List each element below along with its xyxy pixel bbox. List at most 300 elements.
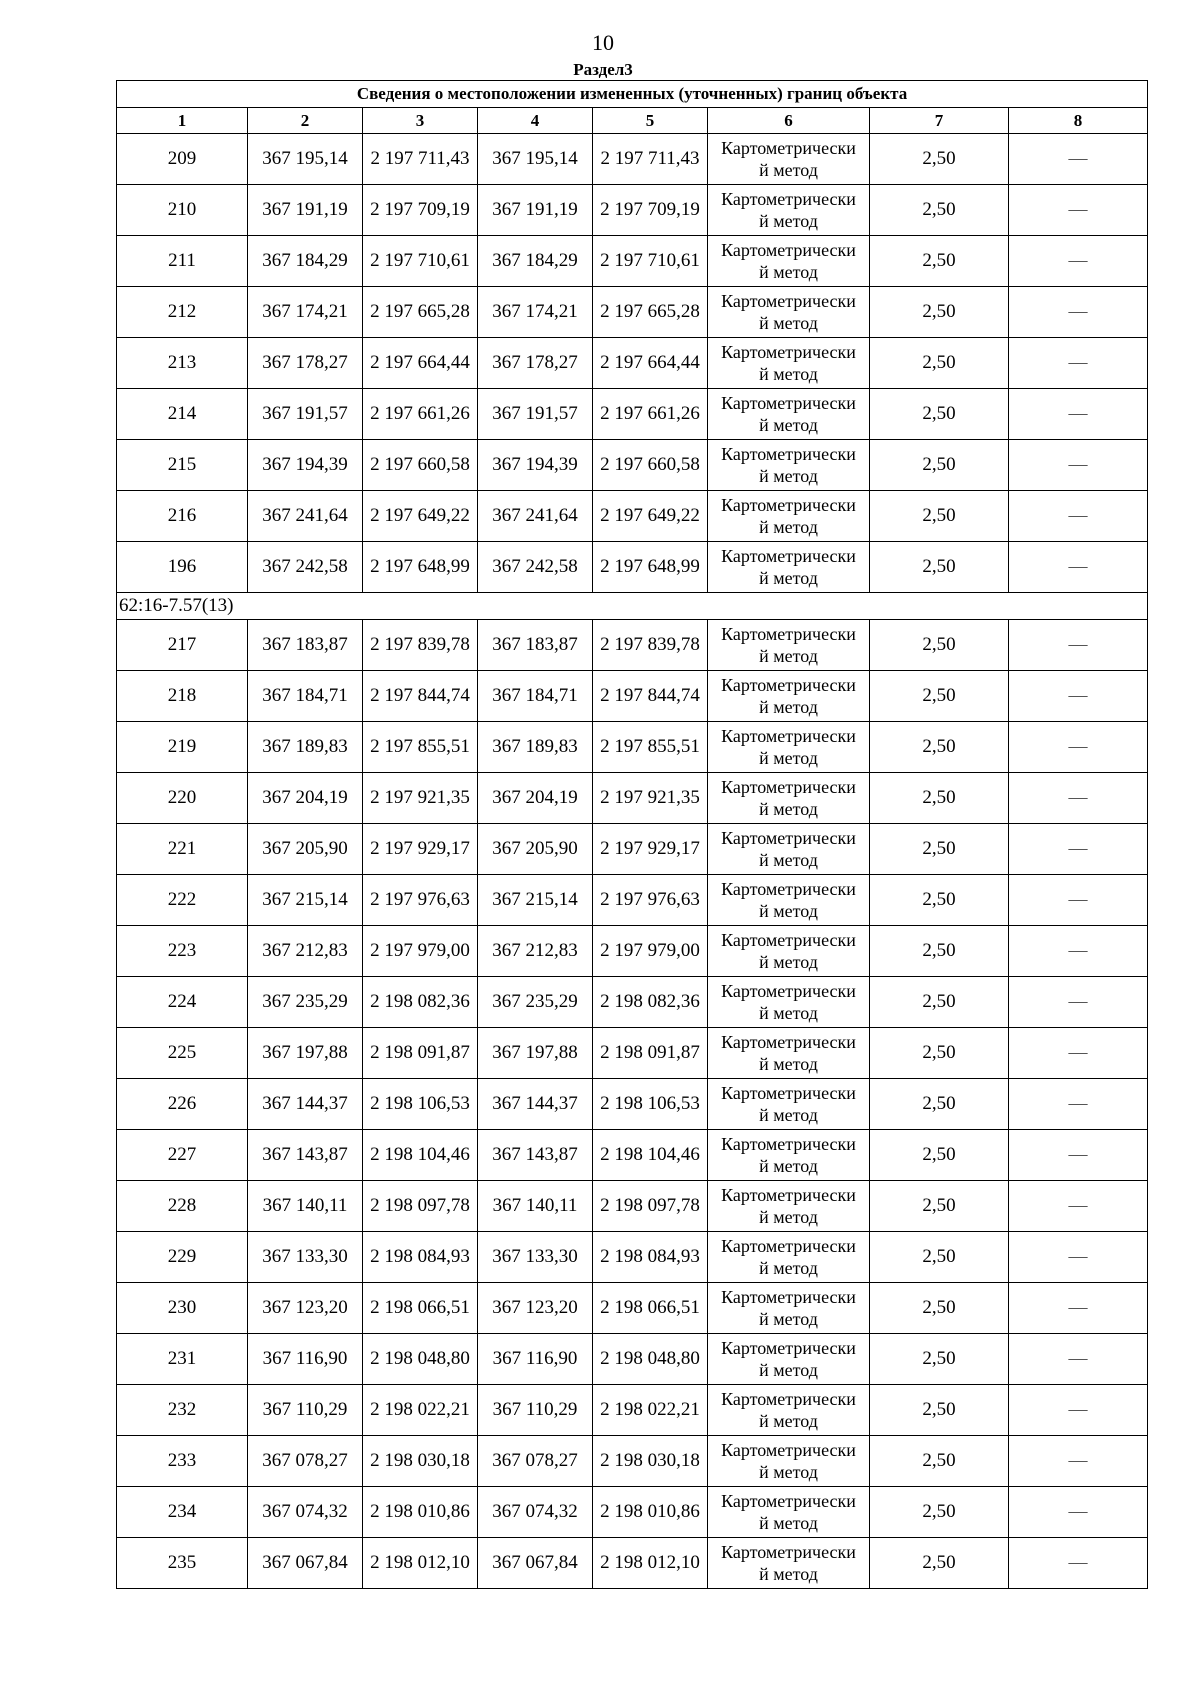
y-new-cell: 2 197 855,51 bbox=[593, 722, 708, 773]
accuracy-cell: 2,50 bbox=[870, 389, 1009, 440]
point-number-cell: 214 bbox=[117, 389, 248, 440]
accuracy-cell: 2,50 bbox=[870, 491, 1009, 542]
x-new-cell: 367 241,64 bbox=[478, 491, 593, 542]
group-label: 62:16-7.57(13) bbox=[117, 593, 1148, 620]
method-text-line1: Картометрически bbox=[721, 444, 856, 464]
table-row bbox=[117, 773, 1148, 824]
method-text-line2: й метод bbox=[759, 1054, 818, 1074]
x-new-cell: 367 184,71 bbox=[478, 671, 593, 722]
y-new-cell: 2 197 661,26 bbox=[593, 389, 708, 440]
accuracy-cell: 2,50 bbox=[870, 722, 1009, 773]
x-existing-cell: 367 191,57 bbox=[248, 389, 363, 440]
method-cell bbox=[708, 722, 870, 773]
y-existing-cell: 2 197 710,61 bbox=[363, 236, 478, 287]
table-row bbox=[117, 287, 1148, 338]
accuracy-cell: 2,50 bbox=[870, 338, 1009, 389]
column-number: 1 bbox=[117, 108, 248, 134]
y-new-cell: 2 198 010,86 bbox=[593, 1487, 708, 1538]
x-new-cell: 367 215,14 bbox=[478, 875, 593, 926]
point-number-cell: 196 bbox=[117, 542, 248, 593]
y-new-cell: 2 197 710,61 bbox=[593, 236, 708, 287]
table-row bbox=[117, 1130, 1148, 1181]
description-cell: — bbox=[1009, 773, 1148, 824]
method-cell bbox=[708, 1487, 870, 1538]
method-cell bbox=[708, 1283, 870, 1334]
description-cell: — bbox=[1009, 236, 1148, 287]
y-existing-cell: 2 197 660,58 bbox=[363, 440, 478, 491]
method-text-line1: Картометрически bbox=[721, 828, 856, 848]
x-existing-cell: 367 197,88 bbox=[248, 1028, 363, 1079]
y-new-cell: 2 198 097,78 bbox=[593, 1181, 708, 1232]
description-cell: — bbox=[1009, 185, 1148, 236]
x-existing-cell: 367 191,19 bbox=[248, 185, 363, 236]
method-text-line2: й метод bbox=[759, 1258, 818, 1278]
accuracy-cell: 2,50 bbox=[870, 1028, 1009, 1079]
method-text-line2: й метод bbox=[759, 748, 818, 768]
y-existing-cell: 2 197 709,19 bbox=[363, 185, 478, 236]
point-number-cell: 213 bbox=[117, 338, 248, 389]
x-new-cell: 367 116,90 bbox=[478, 1334, 593, 1385]
y-new-cell: 2 197 839,78 bbox=[593, 620, 708, 671]
method-text-line2: й метод bbox=[759, 568, 818, 588]
table-body bbox=[117, 134, 1148, 1589]
description-cell: — bbox=[1009, 287, 1148, 338]
point-number-cell: 220 bbox=[117, 773, 248, 824]
x-existing-cell: 367 242,58 bbox=[248, 542, 363, 593]
y-new-cell: 2 198 066,51 bbox=[593, 1283, 708, 1334]
method-text-line2: й метод bbox=[759, 850, 818, 870]
x-new-cell: 367 191,19 bbox=[478, 185, 593, 236]
description-cell: — bbox=[1009, 440, 1148, 491]
y-existing-cell: 2 197 661,26 bbox=[363, 389, 478, 440]
table-row bbox=[117, 722, 1148, 773]
method-cell bbox=[708, 1232, 870, 1283]
method-cell bbox=[708, 185, 870, 236]
x-existing-cell: 367 140,11 bbox=[248, 1181, 363, 1232]
point-number-cell: 222 bbox=[117, 875, 248, 926]
description-cell: — bbox=[1009, 134, 1148, 185]
method-cell bbox=[708, 440, 870, 491]
y-new-cell: 2 198 084,93 bbox=[593, 1232, 708, 1283]
method-text-line2: й метод bbox=[759, 1411, 818, 1431]
method-cell bbox=[708, 926, 870, 977]
x-new-cell: 367 144,37 bbox=[478, 1079, 593, 1130]
method-cell bbox=[708, 1130, 870, 1181]
method-cell bbox=[708, 1436, 870, 1487]
x-new-cell: 367 204,19 bbox=[478, 773, 593, 824]
method-text-line1: Картометрически bbox=[721, 1185, 856, 1205]
method-text-line2: й метод bbox=[759, 211, 818, 231]
y-new-cell: 2 198 091,87 bbox=[593, 1028, 708, 1079]
method-text-line1: Картометрически bbox=[721, 189, 856, 209]
y-existing-cell: 2 198 048,80 bbox=[363, 1334, 478, 1385]
x-new-cell: 367 140,11 bbox=[478, 1181, 593, 1232]
table-row bbox=[117, 1283, 1148, 1334]
method-text-line1: Картометрически bbox=[721, 930, 856, 950]
point-number-cell: 223 bbox=[117, 926, 248, 977]
point-number-cell: 211 bbox=[117, 236, 248, 287]
point-number-cell: 234 bbox=[117, 1487, 248, 1538]
x-existing-cell: 367 183,87 bbox=[248, 620, 363, 671]
x-new-cell: 367 205,90 bbox=[478, 824, 593, 875]
x-new-cell: 367 212,83 bbox=[478, 926, 593, 977]
accuracy-cell: 2,50 bbox=[870, 620, 1009, 671]
column-number: 5 bbox=[593, 108, 708, 134]
point-number-cell: 233 bbox=[117, 1436, 248, 1487]
description-cell: — bbox=[1009, 977, 1148, 1028]
y-existing-cell: 2 197 839,78 bbox=[363, 620, 478, 671]
accuracy-cell: 2,50 bbox=[870, 134, 1009, 185]
point-number-cell: 227 bbox=[117, 1130, 248, 1181]
x-existing-cell: 367 110,29 bbox=[248, 1385, 363, 1436]
column-number: 4 bbox=[478, 108, 593, 134]
description-cell: — bbox=[1009, 1385, 1148, 1436]
x-existing-cell: 367 143,87 bbox=[248, 1130, 363, 1181]
table-row bbox=[117, 875, 1148, 926]
boundary-coordinates-table bbox=[116, 80, 1148, 1589]
y-existing-cell: 2 197 929,17 bbox=[363, 824, 478, 875]
description-cell: — bbox=[1009, 338, 1148, 389]
method-cell bbox=[708, 824, 870, 875]
method-text-line2: й метод bbox=[759, 313, 818, 333]
table-row bbox=[117, 1079, 1148, 1130]
method-cell bbox=[708, 1028, 870, 1079]
x-new-cell: 367 133,30 bbox=[478, 1232, 593, 1283]
point-number-cell: 209 bbox=[117, 134, 248, 185]
method-cell bbox=[708, 287, 870, 338]
x-existing-cell: 367 123,20 bbox=[248, 1283, 363, 1334]
y-new-cell: 2 197 709,19 bbox=[593, 185, 708, 236]
method-cell bbox=[708, 1334, 870, 1385]
column-number: 3 bbox=[363, 108, 478, 134]
method-text-line2: й метод bbox=[759, 901, 818, 921]
y-new-cell: 2 198 048,80 bbox=[593, 1334, 708, 1385]
method-text-line1: Картометрически bbox=[721, 393, 856, 413]
table-caption: Сведения о местоположении измененных (уточненных) границ объекта bbox=[117, 81, 1148, 108]
description-cell: — bbox=[1009, 1436, 1148, 1487]
x-existing-cell: 367 235,29 bbox=[248, 977, 363, 1028]
method-text-line1: Картометрически bbox=[721, 1440, 856, 1460]
description-cell: — bbox=[1009, 1130, 1148, 1181]
description-cell: — bbox=[1009, 542, 1148, 593]
method-text-line1: Картометрически bbox=[721, 879, 856, 899]
description-cell: — bbox=[1009, 389, 1148, 440]
y-new-cell: 2 197 648,99 bbox=[593, 542, 708, 593]
y-new-cell: 2 198 030,18 bbox=[593, 1436, 708, 1487]
method-text-line2: й метод bbox=[759, 1105, 818, 1125]
accuracy-cell: 2,50 bbox=[870, 236, 1009, 287]
x-new-cell: 367 067,84 bbox=[478, 1538, 593, 1589]
method-text-line1: Картометрически bbox=[721, 138, 856, 158]
x-new-cell: 367 178,27 bbox=[478, 338, 593, 389]
description-cell: — bbox=[1009, 1028, 1148, 1079]
point-number-cell: 225 bbox=[117, 1028, 248, 1079]
method-cell bbox=[708, 620, 870, 671]
y-new-cell: 2 197 665,28 bbox=[593, 287, 708, 338]
method-text-line2: й метод bbox=[759, 697, 818, 717]
method-text-line2: й метод bbox=[759, 1207, 818, 1227]
method-text-line2: й метод bbox=[759, 160, 818, 180]
method-cell bbox=[708, 134, 870, 185]
table-row bbox=[117, 542, 1148, 593]
table-row bbox=[117, 236, 1148, 287]
point-number-cell: 235 bbox=[117, 1538, 248, 1589]
accuracy-cell: 2,50 bbox=[870, 926, 1009, 977]
point-number-cell: 224 bbox=[117, 977, 248, 1028]
y-existing-cell: 2 198 082,36 bbox=[363, 977, 478, 1028]
method-cell bbox=[708, 1538, 870, 1589]
method-text-line2: й метод bbox=[759, 262, 818, 282]
y-new-cell: 2 198 012,10 bbox=[593, 1538, 708, 1589]
description-cell: — bbox=[1009, 824, 1148, 875]
y-new-cell: 2 197 921,35 bbox=[593, 773, 708, 824]
method-text-line1: Картометрически bbox=[721, 1134, 856, 1154]
section-label: Раздел3 bbox=[573, 60, 633, 79]
table-row bbox=[117, 1538, 1148, 1589]
accuracy-cell: 2,50 bbox=[870, 1436, 1009, 1487]
method-text-line1: Картометрически bbox=[721, 342, 856, 362]
method-text-line2: й метод bbox=[759, 364, 818, 384]
method-text-line1: Картометрически bbox=[721, 240, 856, 260]
accuracy-cell: 2,50 bbox=[870, 1538, 1009, 1589]
description-cell: — bbox=[1009, 722, 1148, 773]
y-existing-cell: 2 198 097,78 bbox=[363, 1181, 478, 1232]
point-number-cell: 231 bbox=[117, 1334, 248, 1385]
table-row bbox=[117, 1232, 1148, 1283]
x-existing-cell: 367 074,32 bbox=[248, 1487, 363, 1538]
method-cell bbox=[708, 671, 870, 722]
point-number-cell: 216 bbox=[117, 491, 248, 542]
y-existing-cell: 2 197 649,22 bbox=[363, 491, 478, 542]
method-cell bbox=[708, 1385, 870, 1436]
description-cell: — bbox=[1009, 1538, 1148, 1589]
y-existing-cell: 2 197 711,43 bbox=[363, 134, 478, 185]
x-existing-cell: 367 178,27 bbox=[248, 338, 363, 389]
x-new-cell: 367 143,87 bbox=[478, 1130, 593, 1181]
method-text-line1: Картометрически bbox=[721, 1236, 856, 1256]
x-existing-cell: 367 194,39 bbox=[248, 440, 363, 491]
method-text-line1: Картометрически bbox=[721, 1083, 856, 1103]
y-existing-cell: 2 197 976,63 bbox=[363, 875, 478, 926]
x-new-cell: 367 183,87 bbox=[478, 620, 593, 671]
y-new-cell: 2 198 106,53 bbox=[593, 1079, 708, 1130]
method-cell bbox=[708, 542, 870, 593]
x-existing-cell: 367 184,29 bbox=[248, 236, 363, 287]
description-cell: — bbox=[1009, 1487, 1148, 1538]
method-cell bbox=[708, 338, 870, 389]
method-text-line2: й метод bbox=[759, 415, 818, 435]
y-new-cell: 2 197 979,00 bbox=[593, 926, 708, 977]
method-text-line2: й метод bbox=[759, 1462, 818, 1482]
y-existing-cell: 2 198 030,18 bbox=[363, 1436, 478, 1487]
x-new-cell: 367 074,32 bbox=[478, 1487, 593, 1538]
table-row bbox=[117, 440, 1148, 491]
method-text-line1: Картометрически bbox=[721, 1389, 856, 1409]
x-existing-cell: 367 205,90 bbox=[248, 824, 363, 875]
table-row bbox=[117, 1436, 1148, 1487]
x-existing-cell: 367 144,37 bbox=[248, 1079, 363, 1130]
description-cell: — bbox=[1009, 875, 1148, 926]
method-text-line2: й метод bbox=[759, 799, 818, 819]
table-row bbox=[117, 1385, 1148, 1436]
point-number-cell: 210 bbox=[117, 185, 248, 236]
table-row bbox=[117, 1181, 1148, 1232]
method-text-line1: Картометрически bbox=[721, 1491, 856, 1511]
y-new-cell: 2 197 929,17 bbox=[593, 824, 708, 875]
x-existing-cell: 367 204,19 bbox=[248, 773, 363, 824]
y-existing-cell: 2 197 648,99 bbox=[363, 542, 478, 593]
x-existing-cell: 367 189,83 bbox=[248, 722, 363, 773]
description-cell: — bbox=[1009, 1334, 1148, 1385]
accuracy-cell: 2,50 bbox=[870, 824, 1009, 875]
x-new-cell: 367 235,29 bbox=[478, 977, 593, 1028]
method-cell bbox=[708, 977, 870, 1028]
point-number-cell: 218 bbox=[117, 671, 248, 722]
y-existing-cell: 2 197 664,44 bbox=[363, 338, 478, 389]
y-new-cell: 2 197 649,22 bbox=[593, 491, 708, 542]
method-text-line2: й метод bbox=[759, 1360, 818, 1380]
x-existing-cell: 367 241,64 bbox=[248, 491, 363, 542]
x-new-cell: 367 174,21 bbox=[478, 287, 593, 338]
point-number-cell: 226 bbox=[117, 1079, 248, 1130]
description-cell: — bbox=[1009, 926, 1148, 977]
table-row bbox=[117, 824, 1148, 875]
method-text-line2: й метод bbox=[759, 1513, 818, 1533]
table-row bbox=[117, 620, 1148, 671]
y-existing-cell: 2 197 665,28 bbox=[363, 287, 478, 338]
point-number-cell: 212 bbox=[117, 287, 248, 338]
method-cell bbox=[708, 773, 870, 824]
y-new-cell: 2 197 844,74 bbox=[593, 671, 708, 722]
method-text-line1: Картометрически bbox=[721, 624, 856, 644]
method-text-line2: й метод bbox=[759, 517, 818, 537]
y-new-cell: 2 198 022,21 bbox=[593, 1385, 708, 1436]
accuracy-cell: 2,50 bbox=[870, 440, 1009, 491]
description-cell: — bbox=[1009, 1079, 1148, 1130]
table-row bbox=[117, 671, 1148, 722]
accuracy-cell: 2,50 bbox=[870, 1181, 1009, 1232]
x-new-cell: 367 194,39 bbox=[478, 440, 593, 491]
table-row bbox=[117, 134, 1148, 185]
method-text-line1: Картометрически bbox=[721, 675, 856, 695]
table-row bbox=[117, 1028, 1148, 1079]
y-existing-cell: 2 197 844,74 bbox=[363, 671, 478, 722]
y-existing-cell: 2 198 091,87 bbox=[363, 1028, 478, 1079]
method-text-line2: й метод bbox=[759, 466, 818, 486]
method-cell bbox=[708, 1181, 870, 1232]
group-row bbox=[117, 593, 1148, 620]
description-cell: — bbox=[1009, 1181, 1148, 1232]
method-cell bbox=[708, 1079, 870, 1130]
x-existing-cell: 367 078,27 bbox=[248, 1436, 363, 1487]
point-number-cell: 217 bbox=[117, 620, 248, 671]
x-new-cell: 367 195,14 bbox=[478, 134, 593, 185]
accuracy-cell: 2,50 bbox=[870, 1283, 1009, 1334]
method-text-line1: Картометрически bbox=[721, 1542, 856, 1562]
table-row bbox=[117, 926, 1148, 977]
x-existing-cell: 367 067,84 bbox=[248, 1538, 363, 1589]
method-cell bbox=[708, 875, 870, 926]
x-new-cell: 367 110,29 bbox=[478, 1385, 593, 1436]
x-new-cell: 367 184,29 bbox=[478, 236, 593, 287]
point-number-cell: 229 bbox=[117, 1232, 248, 1283]
description-cell: — bbox=[1009, 620, 1148, 671]
x-existing-cell: 367 215,14 bbox=[248, 875, 363, 926]
method-text-line1: Картометрически bbox=[721, 777, 856, 797]
column-number-row bbox=[117, 108, 1148, 134]
y-new-cell: 2 197 664,44 bbox=[593, 338, 708, 389]
method-text-line2: й метод bbox=[759, 646, 818, 666]
y-existing-cell: 2 198 066,51 bbox=[363, 1283, 478, 1334]
y-new-cell: 2 198 082,36 bbox=[593, 977, 708, 1028]
method-text-line1: Картометрически bbox=[721, 1338, 856, 1358]
method-text-line1: Картометрически bbox=[721, 726, 856, 746]
y-existing-cell: 2 198 012,10 bbox=[363, 1538, 478, 1589]
accuracy-cell: 2,50 bbox=[870, 1334, 1009, 1385]
x-new-cell: 367 242,58 bbox=[478, 542, 593, 593]
x-new-cell: 367 123,20 bbox=[478, 1283, 593, 1334]
x-existing-cell: 367 212,83 bbox=[248, 926, 363, 977]
accuracy-cell: 2,50 bbox=[870, 185, 1009, 236]
method-text-line1: Картометрически bbox=[721, 495, 856, 515]
table-row bbox=[117, 185, 1148, 236]
column-number: 2 bbox=[248, 108, 363, 134]
method-text-line1: Картометрически bbox=[721, 981, 856, 1001]
x-existing-cell: 367 174,21 bbox=[248, 287, 363, 338]
y-existing-cell: 2 198 010,86 bbox=[363, 1487, 478, 1538]
accuracy-cell: 2,50 bbox=[870, 1130, 1009, 1181]
x-new-cell: 367 189,83 bbox=[478, 722, 593, 773]
method-text-line2: й метод bbox=[759, 1309, 818, 1329]
y-new-cell: 2 197 660,58 bbox=[593, 440, 708, 491]
method-cell bbox=[708, 491, 870, 542]
y-existing-cell: 2 197 921,35 bbox=[363, 773, 478, 824]
accuracy-cell: 2,50 bbox=[870, 1385, 1009, 1436]
x-existing-cell: 367 195,14 bbox=[248, 134, 363, 185]
y-existing-cell: 2 198 022,21 bbox=[363, 1385, 478, 1436]
table-row bbox=[117, 491, 1148, 542]
accuracy-cell: 2,50 bbox=[870, 542, 1009, 593]
accuracy-cell: 2,50 bbox=[870, 1079, 1009, 1130]
x-new-cell: 367 191,57 bbox=[478, 389, 593, 440]
accuracy-cell: 2,50 bbox=[870, 773, 1009, 824]
description-cell: — bbox=[1009, 1283, 1148, 1334]
x-new-cell: 367 078,27 bbox=[478, 1436, 593, 1487]
description-cell: — bbox=[1009, 491, 1148, 542]
accuracy-cell: 2,50 bbox=[870, 287, 1009, 338]
point-number-cell: 219 bbox=[117, 722, 248, 773]
method-text-line2: й метод bbox=[759, 1003, 818, 1023]
table-row bbox=[117, 338, 1148, 389]
point-number-cell: 230 bbox=[117, 1283, 248, 1334]
column-number: 8 bbox=[1009, 108, 1148, 134]
method-cell bbox=[708, 389, 870, 440]
accuracy-cell: 2,50 bbox=[870, 671, 1009, 722]
column-number: 6 bbox=[708, 108, 870, 134]
table-row bbox=[117, 977, 1148, 1028]
x-existing-cell: 367 133,30 bbox=[248, 1232, 363, 1283]
method-text-line1: Картометрически bbox=[721, 1287, 856, 1307]
description-cell: — bbox=[1009, 1232, 1148, 1283]
y-new-cell: 2 198 104,46 bbox=[593, 1130, 708, 1181]
accuracy-cell: 2,50 bbox=[870, 875, 1009, 926]
table-row bbox=[117, 1334, 1148, 1385]
method-text-line2: й метод bbox=[759, 952, 818, 972]
point-number-cell: 232 bbox=[117, 1385, 248, 1436]
x-existing-cell: 367 116,90 bbox=[248, 1334, 363, 1385]
y-existing-cell: 2 198 104,46 bbox=[363, 1130, 478, 1181]
method-text-line1: Картометрически bbox=[721, 291, 856, 311]
